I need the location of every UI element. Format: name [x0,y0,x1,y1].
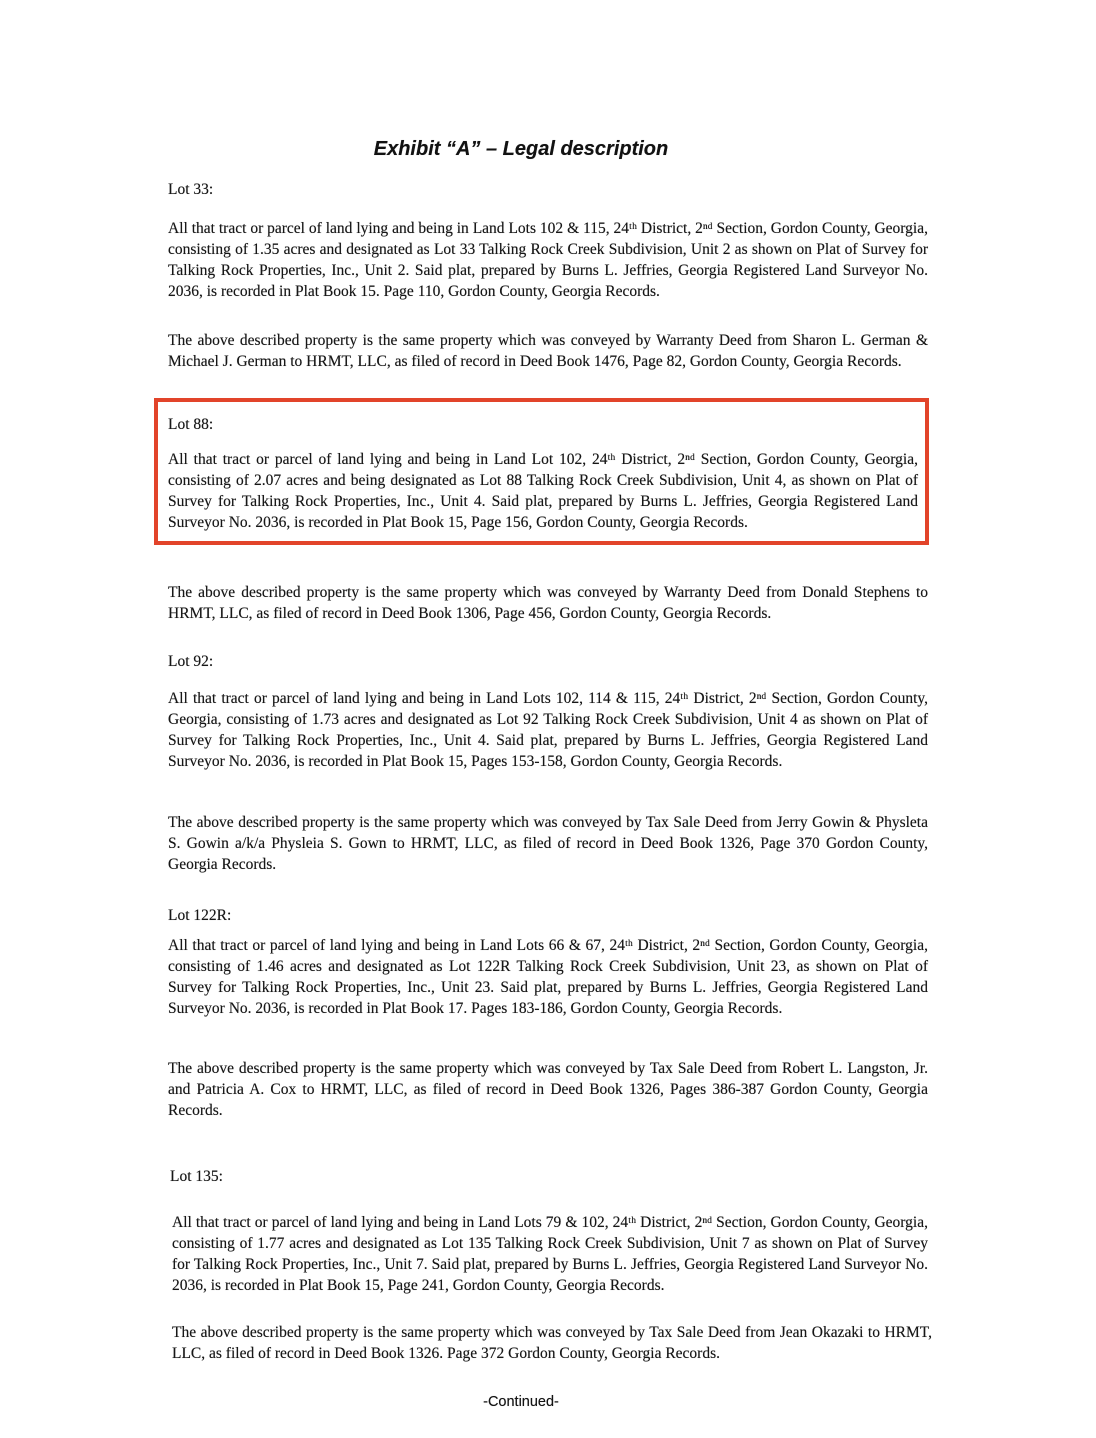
document-title: Exhibit “A” – Legal description [373,138,669,160]
lot-122r-label: Lot 122R: [168,907,232,924]
continued-footer: -Continued- [483,1394,559,1410]
lot-88-highlight-box [154,398,929,545]
lot-135-label: Lot 135: [170,1168,223,1185]
lot-88-label: Lot 88: [168,416,214,433]
lot-88-conveyance: The above described property is the same property which was conveyed by Warranty Deed from Donald Stephens to HRMT, LLC, as filed of record in Deed Book 1306, Page 456, Gordon County, Georgia Records. [168,584,928,622]
lot-135-conveyance: The above described property is the same property which was conveyed by Tax Sale Deed from Jean Okazaki to HRMT, LLC, as filed of record in Deed Book 1326. Page 372 Gordon County, Georgia Records. [172,1324,932,1362]
lot-135-description: All that tract or parcel of land lying and being in Land Lots 79 & 102, 24ᵗʰ District, 2ⁿᵈ Section, Gordon County, Georgia, consisting of 1.77 acres and designated as Lot 135 Talking Rock Creek Subdivision, Unit 7 as shown on Plat of Survey for Talking Rock Properties, Inc., Unit 7. Said plat, prepared by Burns L. Jeffries, Georgia Registered Land Surveyor No. 2036, is recorded in Plat Book 15, Page 241, Gordon County, Georgia Records. [172,1214,928,1294]
lot-88-description: All that tract or parcel of land lying and being in Land Lot 102, 24ᵗʰ District, 2ⁿᵈ Section, Gordon County, Georgia, consisting of 2.07 acres and being designated as Lot 88 Talking Rock Creek Subdivision, Unit 4, as shown on Plat of Survey for Talking Rock Properties, Inc., Unit 4. Said plat, prepared by Burns L. Jeffries, Georgia Registered Land Surveyor No. 2036, is recorded in Plat Book 15, Page 156, Gordon County, Georgia Records. [168,451,918,531]
lot-92-label: Lot 92: [168,653,214,670]
lot-92-description: All that tract or parcel of land lying and being in Land Lots 102, 114 & 115, 24ᵗʰ District, 2ⁿᵈ Section, Gordon County, Georgia, consisting of 1.73 acres and designated as Lot 92 Talking Rock Creek Subdivision, Unit 4 as shown on Plat of Survey for Talking Rock Properties, Inc., Unit 4. Said plat, prepared by Burns L. Jeffries, Georgia Registered Land Surveyor No. 2036, is recorded in Plat Book 15, Pages 153-158, Gordon County, Georgia Records. [168,690,928,770]
lot-122r-conveyance: The above described property is the same property which was conveyed by Tax Sale Deed from Robert L. Langston, Jr. and Patricia A. Cox to HRMT, LLC, as filed of record in Deed Book 1326, Pages 386-387 Gordon County, Georgia Records. [168,1060,928,1119]
lot-33-label: Lot 33: [168,181,214,198]
lot-33-conveyance: The above described property is the same property which was conveyed by Warranty Deed from Sharon L. German & Michael J. German to HRMT, LLC, as filed of record in Deed Book 1476, Page 82, Gordon County, Georgia Records. [168,332,928,370]
lot-122r-description: All that tract or parcel of land lying and being in Land Lots 66 & 67, 24ᵗʰ District, 2ⁿᵈ Section, Gordon County, Georgia, consisting of 1.46 acres and designated as Lot 122R Talking Rock Creek Subdivision, Unit 23, as shown on Plat of Survey for Talking Rock Properties, Inc., Unit 23. Said plat, prepared by Burns L. Jeffries, Georgia Registered Land Surveyor No. 2036, is recorded in Plat Book 17. Pages 183-186, Gordon County, Georgia Records. [168,937,928,1017]
lot-92-conveyance: The above described property is the same property which was conveyed by Tax Sale Deed from Jerry Gowin & Physleta S. Gowin a/k/a Physleia S. Gown to HRMT, LLC, as filed of record in Deed Book 1326, Page 370 Gordon County, Georgia Records. [168,814,928,873]
lot-33-description: All that tract or parcel of land lying and being in Land Lots 102 & 115, 24ᵗʰ District, 2ⁿᵈ Section, Gordon County, Georgia, consisting of 1.35 acres and designated as Lot 33 Talking Rock Creek Subdivision, Unit 2 as shown on Plat of Survey for Talking Rock Properties, Inc., Unit 2. Said plat, prepared by Burns L. Jeffries, Georgia Registered Land Surveyor No. 2036, is recorded in Plat Book 15. Page 110, Gordon County, Georgia Records. [168,220,928,300]
